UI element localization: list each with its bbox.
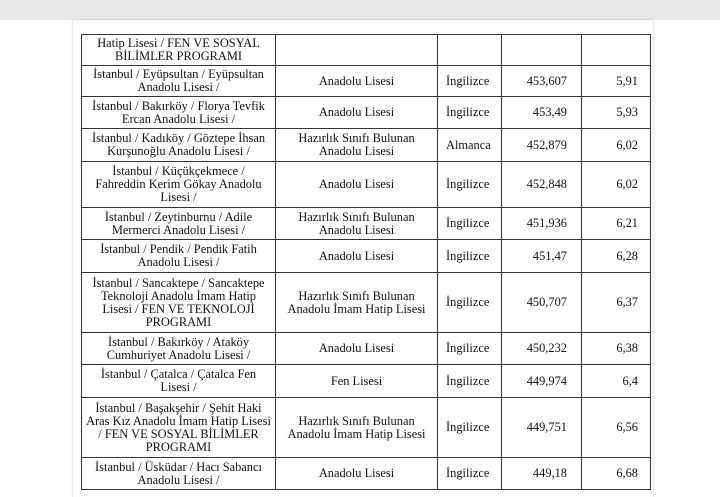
score-cell: 453,607 — [502, 66, 582, 97]
percentile-cell: 6,02 — [582, 162, 651, 208]
score-cell: 450,232 — [502, 333, 582, 365]
school-location-cell: İstanbul / Başakşehir / Şehit Haki Aras Kız Anadolu İmam Hatip Lisesi / FEN VE SOSYAL BİLİMLER PROGRAMI — [82, 398, 276, 458]
school-type-cell: Hazırlık Sınıfı Bulunan Anadolu Lisesi — [276, 208, 438, 240]
percentile-cell: 6,21 — [582, 208, 651, 240]
school-location-cell: İstanbul / Kadıköy / Göztepe İhsan Kurşunoğlu Anadolu Lisesi / — [82, 129, 276, 162]
language-cell: İngilizce — [438, 162, 502, 208]
score-cell: 452,848 — [502, 162, 582, 208]
school-location-cell: İstanbul / Bakırköy / Ataköy Cumhuriyet Anadolu Lisesi / — [82, 333, 276, 365]
score-cell: 451,47 — [502, 240, 582, 273]
score-cell: 449,751 — [502, 398, 582, 458]
percentile-cell — [582, 35, 651, 66]
school-location-cell: İstanbul / Bakırköy / Florya Tevfik Ercan Anadolu Lisesi / — [82, 97, 276, 129]
school-type-cell: Anadolu Lisesi — [276, 458, 438, 490]
score-cell: 453,49 — [502, 97, 582, 129]
school-type-cell: Hazırlık Sınıfı Bulunan Anadolu İmam Hatip Lisesi — [276, 398, 438, 458]
score-cell: 449,18 — [502, 458, 582, 490]
language-cell: Almanca — [438, 129, 502, 162]
school-type-cell — [276, 35, 438, 66]
language-cell: İngilizce — [438, 240, 502, 273]
school-type-cell: Anadolu Lisesi — [276, 97, 438, 129]
language-cell: İngilizce — [438, 273, 502, 333]
percentile-cell: 6,4 — [582, 365, 651, 398]
percentile-cell: 6,56 — [582, 398, 651, 458]
language-cell: İngilizce — [438, 97, 502, 129]
language-cell: İngilizce — [438, 398, 502, 458]
school-type-cell: Hazırlık Sınıfı Bulunan Anadolu Lisesi — [276, 129, 438, 162]
score-cell: 452,879 — [502, 129, 582, 162]
table-row — [82, 240, 651, 273]
table-row — [82, 162, 651, 208]
table-row — [82, 333, 651, 365]
school-location-cell: İstanbul / Sancaktepe / Sancaktepe Teknoloji Anadolu İmam Hatip Lisesi / FEN VE TEKNOLOJİ PROGRAMI — [82, 273, 276, 333]
school-location-cell: İstanbul / Eyüpsultan / Eyüpsultan Anadolu Lisesi / — [82, 66, 276, 97]
school-location-cell: İstanbul / Üsküdar / Hacı Sabancı Anadolu Lisesi / — [82, 458, 276, 490]
score-cell: 450,707 — [502, 273, 582, 333]
table-row — [82, 273, 651, 333]
score-cell: 449,974 — [502, 365, 582, 398]
school-location-cell: Hatip Lisesi / FEN VE SOSYAL BİLİMLER PROGRAMI — [82, 35, 276, 66]
language-cell: İngilizce — [438, 66, 502, 97]
school-type-cell: Anadolu Lisesi — [276, 66, 438, 97]
percentile-cell: 6,38 — [582, 333, 651, 365]
school-location-cell: İstanbul / Küçükçekmece / Fahreddin Kerim Gökay Anadolu Lisesi / — [82, 162, 276, 208]
percentile-cell: 5,93 — [582, 97, 651, 129]
school-type-cell: Fen Lisesi — [276, 365, 438, 398]
table-row — [82, 97, 651, 129]
school-score-table — [81, 34, 651, 490]
school-type-cell: Anadolu Lisesi — [276, 333, 438, 365]
percentile-cell: 6,02 — [582, 129, 651, 162]
school-location-cell: İstanbul / Zeytinburnu / Adile Mermerci Anadolu Lisesi / — [82, 208, 276, 240]
score-cell: 451,936 — [502, 208, 582, 240]
language-cell — [438, 35, 502, 66]
viewer-toolbar-strip — [0, 0, 720, 20]
table-row — [82, 35, 651, 66]
score-cell — [502, 35, 582, 66]
language-cell: İngilizce — [438, 208, 502, 240]
table-row — [82, 66, 651, 97]
language-cell: İngilizce — [438, 333, 502, 365]
school-type-cell: Anadolu Lisesi — [276, 162, 438, 208]
percentile-cell: 6,28 — [582, 240, 651, 273]
school-type-cell: Hazırlık Sınıfı Bulunan Anadolu İmam Hatip Lisesi — [276, 273, 438, 333]
table-row — [82, 129, 651, 162]
school-location-cell: İstanbul / Pendik / Pendik Fatih Anadolu Lisesi / — [82, 240, 276, 273]
language-cell: İngilizce — [438, 458, 502, 490]
school-type-cell: Anadolu Lisesi — [276, 240, 438, 273]
table-row — [82, 208, 651, 240]
table-row — [82, 458, 651, 490]
percentile-cell: 6,37 — [582, 273, 651, 333]
table-row — [82, 365, 651, 398]
percentile-cell: 6,68 — [582, 458, 651, 490]
language-cell: İngilizce — [438, 365, 502, 398]
percentile-cell: 5,91 — [582, 66, 651, 97]
school-location-cell: İstanbul / Çatalca / Çatalca Fen Lisesi / — [82, 365, 276, 398]
table-row — [82, 398, 651, 458]
